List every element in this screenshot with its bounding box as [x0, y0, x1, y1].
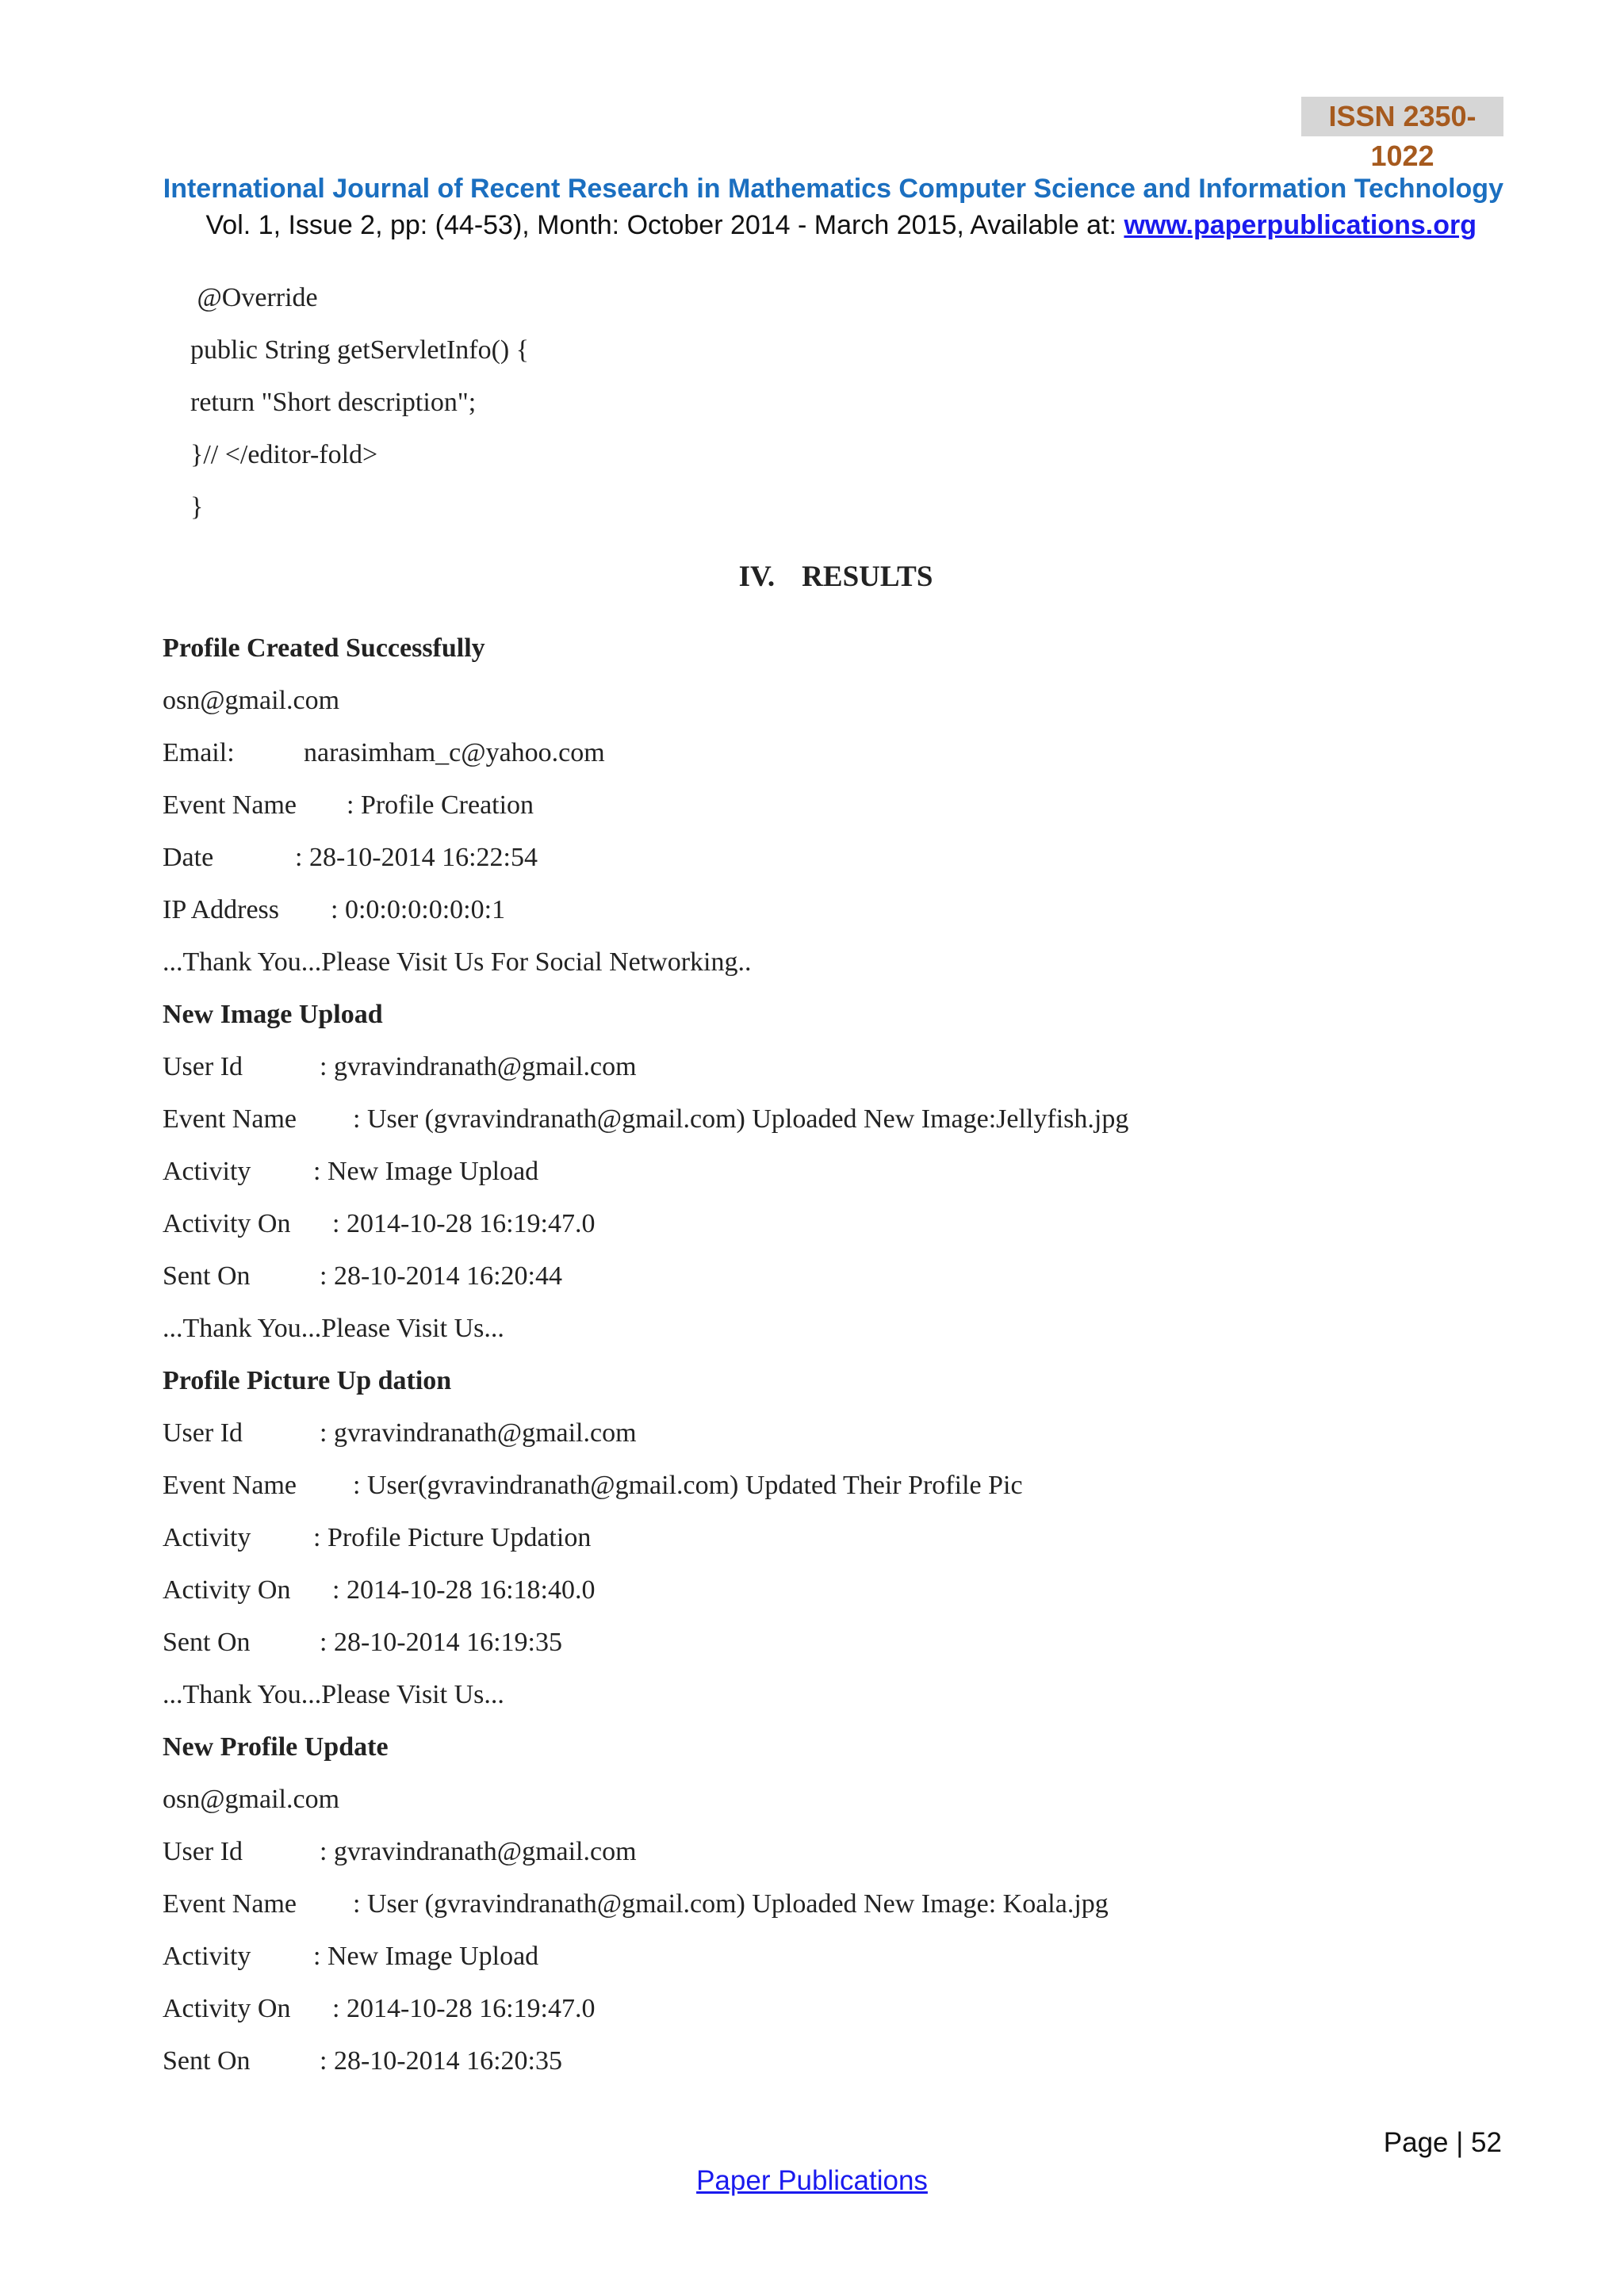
field-value: : gvravindranath@gmail.com [320, 1837, 637, 1866]
publisher-link[interactable]: Paper Publications [696, 2165, 928, 2196]
field-label: Activity [163, 1942, 251, 1971]
field-label: Activity On [163, 1575, 291, 1605]
code-line: } [190, 492, 204, 522]
field-label: Date [163, 843, 214, 872]
field-row-event-name [163, 1468, 1023, 1503]
field-label: IP Address [163, 895, 280, 924]
volume-text: Vol. 1, Issue 2, pp: (44-53), Month: October 2014 - March 2015, Available at: [205, 210, 1124, 240]
field-label: Activity [163, 1157, 251, 1186]
thank-you-note: ...Thank You...Please Visit Us... [163, 1680, 504, 1709]
field-row-user-id [163, 1835, 637, 1869]
block-heading-profile-created: Profile Created Successfully [163, 633, 485, 663]
field-value: : 2014-10-28 16:19:47.0 [332, 1209, 596, 1238]
field-label: Event Name [163, 1889, 297, 1919]
field-value: : User (gvravindranath@gmail.com) Uploaded New Image: Koala.jpg [353, 1889, 1109, 1919]
section-title: RESULTS [802, 561, 933, 593]
field-label: Activity [163, 1523, 251, 1552]
field-value: : New Image Upload [313, 1942, 539, 1971]
field-label: Event Name [163, 790, 297, 820]
code-line: @Override [190, 283, 318, 312]
field-value: : gvravindranath@gmail.com [320, 1418, 637, 1448]
field-label: User Id [163, 1052, 243, 1081]
page-number: Page | 52 [1383, 2127, 1502, 2158]
field-label: Activity On [163, 1209, 291, 1238]
field-value: narasimham_c@yahoo.com [304, 738, 605, 767]
section-heading [0, 557, 1624, 597]
field-label: Sent On [163, 2046, 251, 2076]
field-row-email [163, 736, 605, 771]
field-value: : Profile Picture Updation [313, 1523, 592, 1552]
field-value: : 28-10-2014 16:20:35 [320, 2046, 562, 2076]
field-value: : 2014-10-28 16:18:40.0 [332, 1575, 596, 1605]
field-row-user-id [163, 1050, 637, 1085]
block-heading-profile-picture: Profile Picture Up dation [163, 1366, 452, 1395]
field-value: : 28-10-2014 16:20:44 [320, 1261, 562, 1291]
field-row-ip-address [163, 893, 506, 928]
field-row-sent-on [163, 2044, 562, 2079]
thank-you-note: ...Thank You...Please Visit Us... [163, 1314, 504, 1343]
field-row-activity [163, 1939, 539, 1974]
code-line: }// </editor-fold> [190, 440, 378, 469]
field-row-sent-on [163, 1625, 562, 1660]
field-value: : 2014-10-28 16:19:47.0 [332, 1994, 596, 2023]
field-row-activity [163, 1521, 592, 1556]
field-row-event-name [163, 1887, 1109, 1922]
block-heading-new-profile-update: New Profile Update [163, 1732, 389, 1762]
field-row-activity [163, 1154, 539, 1189]
issn-badge: ISSN 2350-1022 [1301, 97, 1503, 136]
field-value: : User (gvravindranath@gmail.com) Uploaded New Image:Jellyfish.jpg [353, 1104, 1129, 1134]
field-row-user-id [163, 1416, 637, 1451]
field-value: : Profile Creation [347, 790, 534, 820]
sender-email: osn@gmail.com [163, 686, 340, 715]
section-number: IV. [738, 561, 776, 593]
field-row-activity-on [163, 1207, 596, 1242]
field-value: : gvravindranath@gmail.com [320, 1052, 637, 1081]
field-value: : 0:0:0:0:0:0:0:1 [331, 895, 506, 924]
field-label: Sent On [163, 1261, 251, 1291]
code-line: public String getServletInfo() { [190, 335, 530, 365]
field-value: : 28-10-2014 16:22:54 [295, 843, 538, 872]
field-label: Sent On [163, 1628, 251, 1657]
field-row-date [163, 840, 538, 875]
field-row-activity-on [163, 1992, 596, 2026]
footer [0, 2163, 1624, 2199]
field-label: Event Name [163, 1471, 297, 1500]
journal-title: International Journal of Recent Research in Mathematics Computer Science and Information Technology [163, 174, 1503, 204]
code-line: return "Short description"; [190, 388, 477, 417]
thank-you-note: ...Thank You...Please Visit Us For Social Networking.. [163, 947, 752, 977]
field-row-activity-on [163, 1573, 596, 1608]
field-label: User Id [163, 1837, 243, 1866]
field-row-event-name [163, 1102, 1129, 1137]
block-heading-new-image-upload: New Image Upload [163, 1000, 383, 1029]
field-label: Event Name [163, 1104, 297, 1134]
field-label: User Id [163, 1418, 243, 1448]
field-label: Email: [163, 738, 235, 767]
field-value: : User(gvravindranath@gmail.com) Updated Their Profile Pic [353, 1471, 1023, 1500]
field-row-sent-on [163, 1259, 562, 1294]
journal-website-link[interactable]: www.paperpublications.org [1124, 210, 1477, 240]
field-value: : New Image Upload [313, 1157, 539, 1186]
volume-line [206, 208, 1477, 243]
field-value: : 28-10-2014 16:19:35 [320, 1628, 562, 1657]
field-row-event-name [163, 788, 534, 823]
field-label: Activity On [163, 1994, 291, 2023]
sender-email: osn@gmail.com [163, 1785, 340, 1814]
